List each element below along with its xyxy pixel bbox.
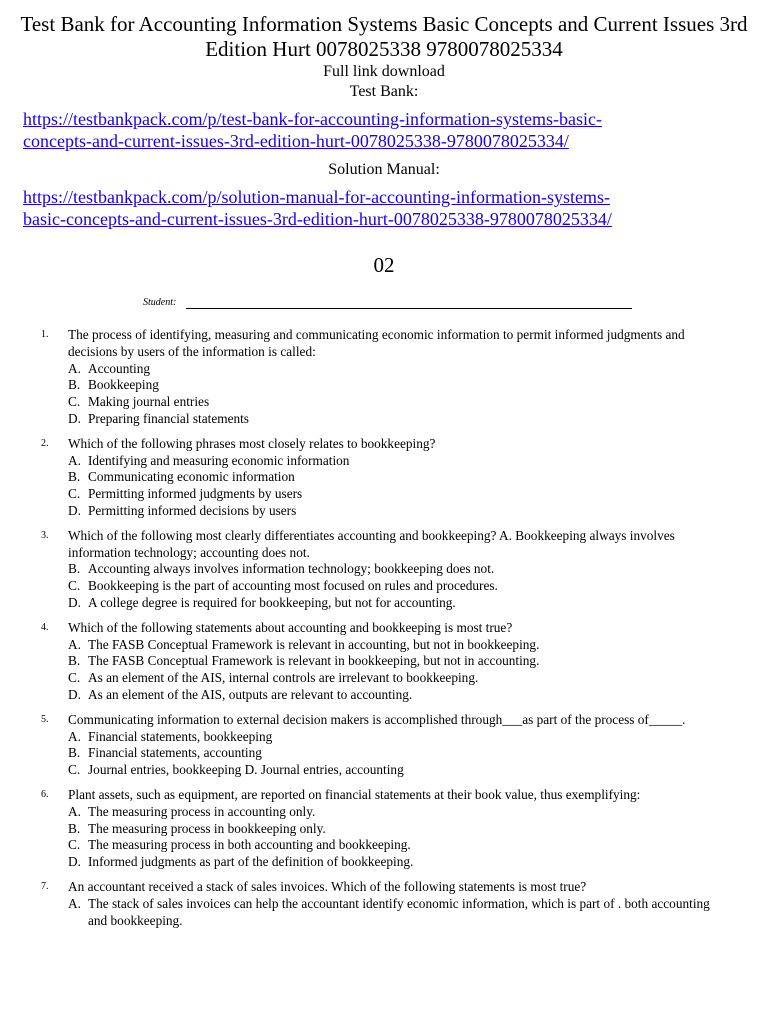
option-text: Financial statements, bookkeeping [88, 728, 273, 744]
student-name-line[interactable] [186, 308, 632, 309]
solution-manual-link-line2[interactable]: basic-concepts-and-current-issues-3rd-edition-hurt-0078025338-9780078025334/ [23, 209, 612, 229]
option-letter: A. [68, 728, 81, 744]
question-text: The process of identifying, measuring and communicating economic information to permit informed judgments and decisions by users of the information is called: [68, 327, 685, 359]
question-number: 1. [41, 329, 49, 340]
option-text: The FASB Conceptual Framework is relevant in accounting, but not in bookkeeping. [88, 636, 540, 652]
option-letter: B. [68, 653, 81, 669]
option-text: Financial statements, accounting [88, 745, 262, 761]
option-text: Accounting always involves information technology; bookkeeping does not. [88, 561, 495, 577]
document-title: Test Bank for Accounting Information Systems Basic Concepts and Current Issues 3rd Edition Hurt 0078025338 9780078025334 [20, 12, 748, 61]
option-letter: B. [68, 469, 81, 485]
answer-option[interactable] [68, 561, 728, 578]
document-page [0, 12, 768, 1036]
question-number: 4. [41, 621, 49, 633]
chapter-number: 02 [373, 253, 395, 277]
option-letter: A. [68, 636, 81, 652]
answer-option[interactable] [68, 486, 728, 503]
question-item [0, 327, 768, 428]
option-text: A college degree is required for bookkeeping, but not for accounting. [88, 594, 456, 610]
option-text: The FASB Conceptual Framework is relevant in bookkeeping, but not in accounting. [88, 653, 540, 669]
option-text: Identifying and measuring economic information [88, 452, 350, 468]
answer-option[interactable] [68, 469, 728, 486]
question-text: Plant assets, such as equipment, are reported on financial statements at their book value, thus exemplifying: [68, 786, 641, 802]
option-letter: A. [68, 803, 81, 819]
option-letter: C. [68, 670, 81, 686]
option-letter: B. [68, 377, 81, 393]
option-text: Preparing financial statements [88, 410, 249, 426]
question-list [0, 327, 768, 929]
answer-option[interactable] [68, 729, 728, 746]
option-letter: A. [68, 895, 81, 911]
question-number: 5. [41, 713, 49, 725]
answer-option[interactable] [68, 637, 728, 654]
option-letter: D. [68, 686, 81, 702]
option-letter: C. [68, 578, 81, 594]
option-letter: D. [68, 502, 81, 518]
question-text: An accountant received a stack of sales invoices. Which of the following statements is most true? [68, 878, 587, 894]
answer-option[interactable] [68, 411, 728, 428]
answer-option[interactable] [68, 653, 728, 670]
option-letter: C. [68, 394, 81, 410]
question-number: 7. [41, 880, 49, 892]
solution-manual-label: Solution Manual: [328, 161, 440, 178]
question-text: Which of the following most clearly differentiates accounting and bookkeeping? A. Bookkeeping always involves information technology; accounting does not. [68, 527, 675, 560]
answer-option[interactable] [68, 595, 728, 612]
answer-option[interactable] [68, 578, 728, 595]
option-letter: D. [68, 594, 81, 610]
solution-manual-link-line1[interactable]: https://testbankpack.com/p/solution-manual-for-accounting-information-systems- [23, 187, 611, 207]
answer-option[interactable] [68, 503, 728, 520]
student-field [0, 294, 768, 312]
answer-option[interactable] [68, 670, 728, 687]
student-label: Student: [143, 297, 177, 308]
option-text: Permitting informed judgments by users [88, 486, 303, 502]
option-text: Bookkeeping [88, 377, 159, 393]
question-number: 2. [41, 437, 49, 449]
question-number: 6. [41, 788, 49, 800]
answer-option[interactable] [68, 377, 728, 394]
option-text: Communicating economic information [88, 469, 295, 485]
option-text: As an element of the AIS, internal controls are irrelevant to bookkeeping. [88, 670, 479, 686]
option-text: The measuring process in accounting only. [88, 803, 316, 819]
question-item [0, 879, 768, 929]
answer-option[interactable] [68, 361, 728, 378]
answer-option[interactable] [68, 896, 728, 930]
option-letter: B. [68, 745, 81, 761]
option-text: Making journal entries [88, 394, 210, 410]
answer-option[interactable] [68, 804, 728, 821]
option-text: Journal entries, bookkeeping D. Journal entries, accounting [88, 762, 404, 778]
question-item [0, 528, 768, 612]
question-item [0, 620, 768, 704]
answer-option[interactable] [68, 821, 728, 838]
test-bank-link-line1[interactable]: https://testbankpack.com/p/test-bank-for-accounting-information-systems-basic- [23, 109, 602, 129]
option-letter: C. [68, 837, 81, 853]
option-letter: C. [68, 486, 81, 502]
answer-option[interactable] [68, 745, 728, 762]
question-item [0, 787, 768, 871]
question-number: 3. [41, 529, 49, 541]
option-text: Accounting [88, 360, 151, 376]
option-text: Bookkeeping is the part of accounting most focused on rules and procedures. [88, 578, 498, 594]
test-bank-label: Test Bank: [349, 83, 419, 100]
answer-option[interactable] [68, 453, 728, 470]
option-letter: B. [68, 561, 81, 577]
option-letter: D. [68, 854, 81, 870]
option-letter: D. [68, 410, 81, 426]
answer-option[interactable] [68, 854, 728, 871]
test-bank-link-line2[interactable]: concepts-and-current-issues-3rd-edition-hurt-0078025338-9780078025334/ [23, 131, 569, 151]
answer-option[interactable] [68, 762, 728, 779]
question-text: Which of the following phrases most closely relates to bookkeeping? [68, 435, 436, 451]
option-letter: A. [68, 360, 81, 376]
question-text: Which of the following statements about accounting and bookkeeping is most true? [68, 619, 513, 635]
answer-option[interactable] [68, 837, 728, 854]
option-letter: A. [68, 452, 81, 468]
option-text: Permitting informed decisions by users [88, 502, 297, 518]
option-text: As an element of the AIS, outputs are relevant to accounting. [88, 686, 413, 702]
option-text: The measuring process in bookkeeping only. [88, 820, 326, 836]
option-text: Informed judgments as part of the definition of bookkeeping. [88, 854, 414, 870]
question-item [0, 436, 768, 520]
option-text: The stack of sales invoices can help the accountant identify economic information, which is part of . both accounting and bookkeeping. [88, 895, 710, 928]
option-letter: B. [68, 820, 81, 836]
option-letter: C. [68, 762, 81, 778]
full-link-label: Full link download [323, 63, 445, 80]
question-item [0, 712, 768, 779]
option-text: The measuring process in both accounting and bookkeeping. [88, 837, 411, 853]
answer-option[interactable] [68, 394, 728, 411]
answer-option[interactable] [68, 687, 728, 704]
question-text: Communicating information to external decision makers is accomplished through___as part of the process of_____. [68, 711, 686, 727]
